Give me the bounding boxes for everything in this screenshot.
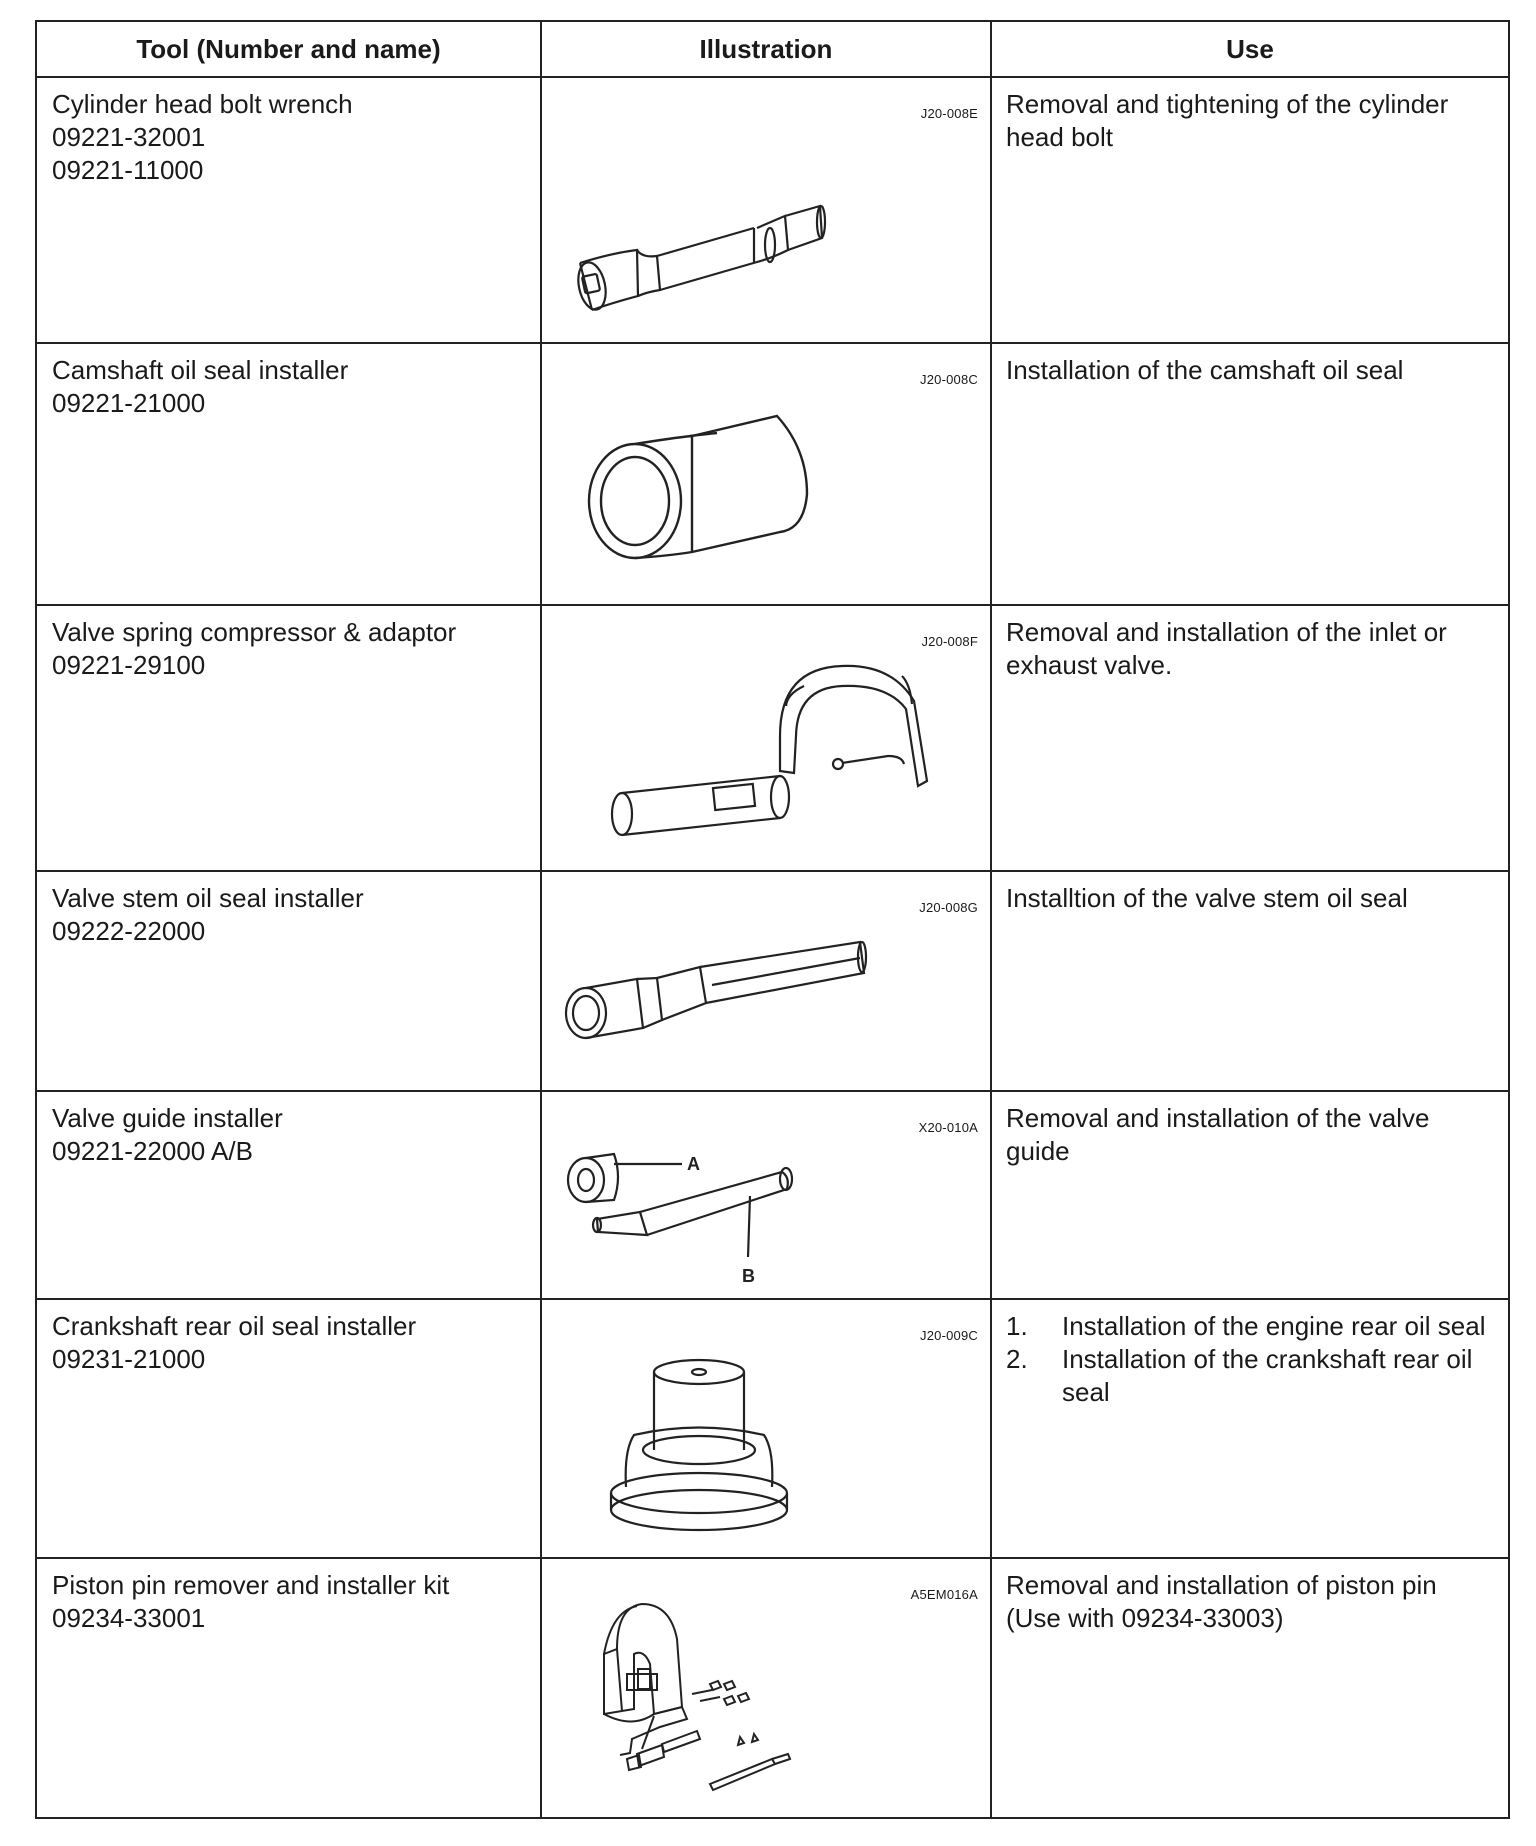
table-row [36, 1091, 1509, 1299]
use-cell [991, 1558, 1509, 1818]
tool-number: 09221-29100 [52, 650, 206, 680]
tool-number: 09221-22000 A/B [52, 1136, 253, 1166]
figure-code: J20-008C [920, 372, 978, 387]
use-text: Installation of the camshaft oil seal [1006, 355, 1404, 385]
illustration-cell [541, 1299, 991, 1558]
illustration-cell [541, 343, 991, 605]
tool-cell [36, 1558, 541, 1818]
use-text: Removal and installation of the valve guide [1006, 1103, 1430, 1166]
figure-code: J20-009C [920, 1328, 978, 1343]
header-illustration: Illustration [541, 21, 991, 77]
stem-seal-installer-icon [542, 872, 992, 1092]
use-cell [991, 605, 1509, 871]
tool-number: 09231-21000 [52, 1344, 206, 1374]
use-list-item [1006, 1343, 1494, 1409]
tool-name: Piston pin remover and installer kit [52, 1570, 450, 1600]
use-cell [991, 77, 1509, 343]
use-text: Removal and tightening of the cylinder head bolt [1006, 89, 1449, 152]
header-tool: Tool (Number and name) [36, 21, 541, 77]
tool-name: Valve guide installer [52, 1103, 283, 1133]
tool-number: 09221-21000 [52, 388, 206, 418]
tool-cell [36, 77, 541, 343]
rear-seal-installer-icon [542, 1300, 992, 1559]
use-list-text: Installation of the crankshaft rear oil seal [1062, 1344, 1473, 1407]
use-cell [991, 1091, 1509, 1299]
tool-cell [36, 871, 541, 1091]
figure-code: J20-008F [921, 634, 978, 649]
use-list-number: 2. [1006, 1344, 1028, 1374]
tool-name: Valve stem oil seal installer [52, 883, 364, 913]
illustration-cell [541, 605, 991, 871]
tool-cell [36, 343, 541, 605]
table-header-row [36, 21, 1509, 77]
table-row [36, 77, 1509, 343]
use-list-text: Installation of the engine rear oil seal [1062, 1311, 1486, 1341]
spring-compressor-icon [542, 606, 992, 872]
label-a: A [687, 1154, 700, 1174]
use-cell [991, 1299, 1509, 1558]
tool-cell [36, 1091, 541, 1299]
tool-name: Camshaft oil seal installer [52, 355, 349, 385]
special-tools-table [35, 20, 1510, 1819]
use-text: Installtion of the valve stem oil seal [1006, 883, 1408, 913]
table-row [36, 1558, 1509, 1818]
tool-name: Crankshaft rear oil seal installer [52, 1311, 417, 1341]
use-list [1006, 1310, 1494, 1409]
piston-pin-kit-icon [542, 1559, 992, 1819]
use-list-item [1006, 1310, 1494, 1343]
tool-number: 09222-22000 [52, 916, 206, 946]
tool-cell [36, 605, 541, 871]
tool-number: 09221-11000 [52, 155, 204, 185]
tool-number: 09234-33001 [52, 1603, 206, 1633]
illustration-cell [541, 1091, 991, 1299]
use-list-number: 1. [1006, 1311, 1028, 1341]
figure-code: X20-010A [918, 1120, 978, 1135]
illustration-cell [541, 871, 991, 1091]
table-row [36, 343, 1509, 605]
tool-cell [36, 1299, 541, 1558]
header-use: Use [991, 21, 1509, 77]
label-b: B [742, 1266, 755, 1286]
tool-name: Cylinder head bolt wrench [52, 89, 353, 119]
figure-code: J20-008E [920, 106, 978, 121]
seal-installer-cylinder-icon [542, 344, 992, 606]
tool-number: 09221-32001 [52, 122, 206, 152]
use-text: Removal and installation of the inlet or exhaust valve. [1006, 617, 1447, 680]
illustration-cell [541, 77, 991, 343]
figure-code: A5EM016A [910, 1587, 978, 1602]
use-text: Removal and installation of piston pin (Use with 09234-33003) [1006, 1570, 1437, 1633]
illustration-cell [541, 1558, 991, 1818]
socket-wrench-icon [542, 78, 992, 344]
valve-guide-installer-icon [542, 1092, 992, 1300]
tool-name: Valve spring compressor & adaptor [52, 617, 457, 647]
table-row [36, 1299, 1509, 1558]
use-cell [991, 343, 1509, 605]
use-cell [991, 871, 1509, 1091]
table-row [36, 605, 1509, 871]
table-row [36, 871, 1509, 1091]
figure-code: J20-008G [919, 900, 978, 915]
